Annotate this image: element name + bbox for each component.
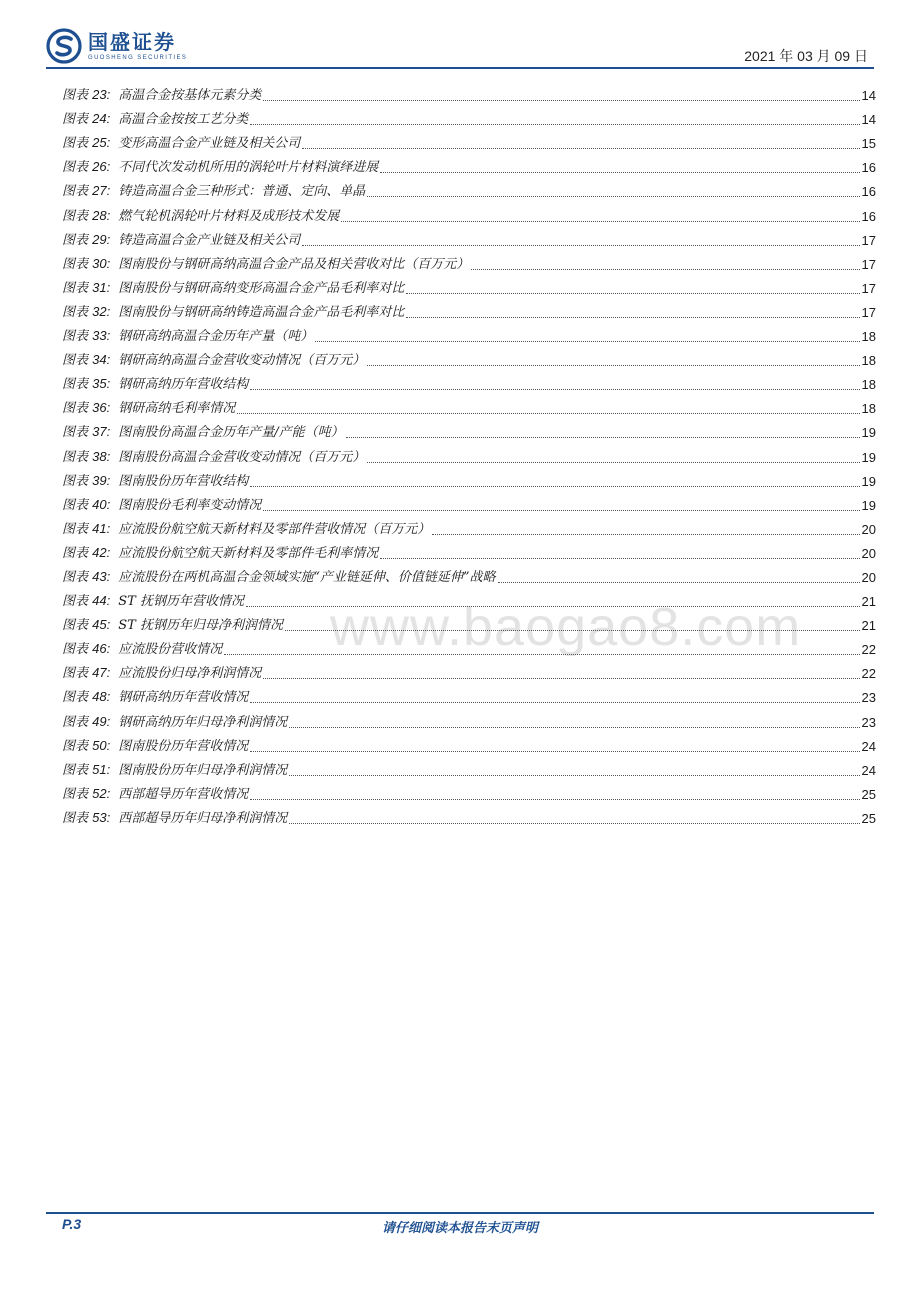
toc-entry-page: 24 <box>861 762 876 778</box>
toc-dot-leader <box>237 412 859 414</box>
toc-entry-prefix: 图表 <box>62 618 89 634</box>
toc-entry-page: 18 <box>861 329 876 345</box>
toc-dot-leader <box>250 485 859 487</box>
guosheng-logo-icon <box>46 28 82 64</box>
toc-entry-page: 18 <box>861 353 876 369</box>
toc-entry-prefix: 图表 <box>62 112 89 128</box>
toc-entry-prefix: 图表 <box>62 666 89 682</box>
toc-entry[interactable] <box>62 345 876 369</box>
logo-english-name: GUOSHENG SECURITIES <box>88 54 188 61</box>
footer-divider <box>46 1212 874 1214</box>
toc-entry[interactable] <box>62 225 876 249</box>
toc-entry-label <box>62 111 110 128</box>
toc-entry-title: 钢研高纳历年营收结构 <box>118 377 249 393</box>
toc-entry[interactable] <box>62 321 876 345</box>
toc-entry-page: 16 <box>861 184 876 200</box>
toc-entry-title: 钢研高纳历年归母净利润情况 <box>118 714 288 730</box>
toc-entry-page: 20 <box>861 545 876 561</box>
toc-entry-prefix: 图表 <box>62 473 89 489</box>
logo-wordmark <box>88 31 187 62</box>
toc-entry-title: 图南股份历年营收情况 <box>118 738 249 754</box>
toc-entry-title: 西部超导历年营收情况 <box>118 786 249 802</box>
toc-entry-title: 图南股份高温合金历年产量/产能（吨） <box>118 425 344 441</box>
toc-entry-number: 26: <box>92 159 111 175</box>
toc-entry[interactable] <box>62 755 876 779</box>
toc-entry-label <box>62 208 110 225</box>
toc-dot-leader <box>263 509 859 511</box>
toc-entry-number: 23: <box>92 87 111 103</box>
toc-entry[interactable] <box>62 152 876 176</box>
toc-entry[interactable] <box>62 562 876 586</box>
toc-entry-label <box>62 280 110 297</box>
watermark: www.baogao8.com <box>330 597 802 657</box>
toc-entry-page: 25 <box>861 786 876 802</box>
toc-entry-number: 24: <box>92 111 111 127</box>
toc-entry-number: 37: <box>92 424 111 440</box>
toc-entry-page: 16 <box>861 208 876 224</box>
toc-entry[interactable] <box>62 369 876 393</box>
toc-entry-label <box>62 521 110 538</box>
toc-dot-leader <box>341 220 859 222</box>
toc-dot-leader <box>367 364 859 366</box>
toc-entry[interactable] <box>62 249 876 273</box>
toc-dot-leader <box>250 123 859 125</box>
toc-dot-leader <box>250 798 859 800</box>
toc-entry-prefix: 图表 <box>62 449 89 465</box>
toc-entry-label <box>62 593 110 610</box>
toc-entry-title: 高温合金按基体元素分类 <box>118 88 262 104</box>
toc-entry-prefix: 图表 <box>62 714 89 730</box>
toc-entry-page: 18 <box>861 377 876 393</box>
toc-entry-title: 铸造高温合金三种形式：普通、定向、单晶 <box>118 184 366 200</box>
toc-entry[interactable] <box>62 658 876 682</box>
toc-dot-leader <box>302 244 859 246</box>
toc-entry[interactable] <box>62 538 876 562</box>
toc-entry-prefix: 图表 <box>62 232 89 248</box>
toc-entry-number: 29: <box>92 231 111 247</box>
toc-entry-prefix: 图表 <box>62 810 89 826</box>
toc-entry-label <box>62 256 110 273</box>
toc-entry-title: ST 抚钢历年归母净利润情况 <box>118 618 283 634</box>
toc-entry[interactable] <box>62 104 876 128</box>
toc-entry[interactable] <box>62 441 876 465</box>
toc-entry-number: 43: <box>92 568 111 584</box>
toc-entry-label <box>62 810 110 827</box>
toc-entry-label <box>62 738 110 755</box>
toc-entry-title: 图南股份与钢研高纳铸造高温合金产品毛利率对比 <box>118 304 405 320</box>
toc-entry-page: 20 <box>861 521 876 537</box>
toc-entry[interactable] <box>62 297 876 321</box>
toc-entry[interactable] <box>62 514 876 538</box>
toc-entry-page: 17 <box>861 280 876 296</box>
toc-entry-number: 25: <box>92 135 111 151</box>
toc-entry-label <box>62 352 110 369</box>
toc-entry-label <box>62 87 110 104</box>
toc-entry-label <box>62 328 110 345</box>
toc-entry-title: 应流股份航空航天新材料及零部件毛利率情况 <box>118 545 379 561</box>
toc-dot-leader <box>498 581 860 583</box>
toc-entry-title: 图南股份高温合金营收变动情况（百万元） <box>118 449 366 465</box>
toc-entry-label <box>62 449 110 466</box>
toc-entry-title: 不同代次发动机所用的涡轮叶片材料演绎进展 <box>118 160 379 176</box>
toc-dot-leader <box>289 774 859 776</box>
toc-entry-title: 应流股份营收情况 <box>118 642 223 658</box>
toc-dot-leader <box>346 436 860 438</box>
toc-entry-number: 45: <box>92 617 111 633</box>
toc-entry-prefix: 图表 <box>62 136 89 152</box>
toc-entry[interactable] <box>62 682 876 706</box>
toc-entry-page: 22 <box>861 642 876 658</box>
toc-dot-leader <box>315 340 859 342</box>
toc-entry-page: 21 <box>861 618 876 634</box>
toc-entry[interactable] <box>62 610 876 634</box>
toc-entry-number: 47: <box>92 665 111 681</box>
toc-entry[interactable] <box>62 273 876 297</box>
toc-entry-label <box>62 232 110 249</box>
toc-dot-leader <box>406 292 859 294</box>
toc-entry-number: 31: <box>92 279 111 295</box>
toc-entry-title: 铸造高温合金产业链及相关公司 <box>118 232 301 248</box>
toc-entry-number: 50: <box>92 737 111 753</box>
toc-entry-number: 51: <box>92 761 111 777</box>
toc-entry-prefix: 图表 <box>62 329 89 345</box>
toc-entry-page: 23 <box>861 690 876 706</box>
toc-entry-number: 49: <box>92 713 111 729</box>
toc-entry-title: 图南股份与钢研高纳高温合金产品及相关营收对比（百万元） <box>118 256 470 272</box>
toc-entry-number: 42: <box>92 544 111 560</box>
toc-entry-label <box>62 689 110 706</box>
page-header <box>46 26 874 72</box>
toc-entry[interactable] <box>62 128 876 152</box>
toc-entry-number: 41: <box>92 520 111 536</box>
toc-entry[interactable] <box>62 779 876 803</box>
toc-entry-page: 17 <box>861 256 876 272</box>
toc-entry-page: 15 <box>861 136 876 152</box>
toc-entry-page: 18 <box>861 401 876 417</box>
toc-entry-title: 西部超导历年归母净利润情况 <box>118 810 288 826</box>
report-date: 2021 年 03 月 09 日 <box>744 48 868 64</box>
toc-entry-label <box>62 159 110 176</box>
toc-entry-prefix: 图表 <box>62 545 89 561</box>
toc-dot-leader <box>289 822 859 824</box>
toc-entry-number: 28: <box>92 207 111 223</box>
toc-entry-number: 48: <box>92 689 111 705</box>
toc-entry-title: 变形高温合金产业链及相关公司 <box>118 136 301 152</box>
toc-entry-page: 19 <box>861 425 876 441</box>
toc-entry-page: 14 <box>861 88 876 104</box>
toc-entry-number: 35: <box>92 376 111 392</box>
toc-entry-page: 14 <box>861 112 876 128</box>
toc-entry-prefix: 图表 <box>62 377 89 393</box>
toc-entry-prefix: 图表 <box>62 280 89 296</box>
toc-entry-page: 21 <box>861 594 876 610</box>
toc-entry-label <box>62 569 110 586</box>
disclaimer-note: 请仔细阅读本报告末页声明 <box>381 1221 538 1236</box>
toc-entry-title: 高温合金按按工艺分类 <box>118 112 249 128</box>
toc-dot-leader <box>406 316 859 318</box>
toc-entry-page: 19 <box>861 473 876 489</box>
toc-entry-prefix: 图表 <box>62 353 89 369</box>
toc-dot-leader <box>263 677 859 679</box>
toc-dot-leader <box>380 171 859 173</box>
toc-entry-page: 22 <box>861 666 876 682</box>
toc-entry-number: 34: <box>92 352 111 368</box>
toc-entry-label <box>62 665 110 682</box>
toc-entry-title: 图南股份历年营收结构 <box>118 473 249 489</box>
toc-entry-prefix: 图表 <box>62 594 89 610</box>
toc-entry[interactable] <box>62 706 876 730</box>
toc-entry-label <box>62 714 110 731</box>
toc-entry-title: 图南股份历年归母净利润情况 <box>118 762 288 778</box>
toc-entry[interactable] <box>62 731 876 755</box>
toc-entry-label <box>62 762 110 779</box>
toc-entry-prefix: 图表 <box>62 738 89 754</box>
toc-entry-prefix: 图表 <box>62 256 89 272</box>
toc-entry[interactable] <box>62 803 876 827</box>
toc-entry-title: 应流股份在两机高温合金领域实施“产业链延伸、价值链延伸”战略 <box>118 569 496 585</box>
toc-entry-page: 24 <box>861 738 876 754</box>
toc-entry-page: 20 <box>861 569 876 585</box>
toc-entry-number: 53: <box>92 809 111 825</box>
toc-entry-prefix: 图表 <box>62 208 89 224</box>
toc-entry-number: 44: <box>92 593 111 609</box>
toc-entry[interactable] <box>62 80 876 104</box>
figure-table-of-contents <box>62 80 876 827</box>
toc-entry-prefix: 图表 <box>62 304 89 320</box>
toc-entry-number: 52: <box>92 785 111 801</box>
toc-entry-prefix: 图表 <box>62 521 89 537</box>
toc-entry-label <box>62 424 110 441</box>
toc-entry-page: 16 <box>861 160 876 176</box>
toc-entry-prefix: 图表 <box>62 184 89 200</box>
toc-entry[interactable] <box>62 200 876 224</box>
toc-entry-number: 32: <box>92 303 111 319</box>
toc-entry-prefix: 图表 <box>62 690 89 706</box>
toc-dot-leader <box>250 388 859 390</box>
toc-entry-title: 图南股份毛利率变动情况 <box>118 497 262 513</box>
toc-entry-prefix: 图表 <box>62 401 89 417</box>
toc-entry[interactable] <box>62 586 876 610</box>
toc-dot-leader <box>367 195 859 197</box>
toc-entry-prefix: 图表 <box>62 88 89 104</box>
toc-entry-page: 17 <box>861 304 876 320</box>
toc-entry-page: 19 <box>861 449 876 465</box>
toc-entry-number: 39: <box>92 472 111 488</box>
toc-entry[interactable] <box>62 490 876 514</box>
toc-entry-title: 钢研高纳高温合金营收变动情况（百万元） <box>118 353 366 369</box>
toc-entry-prefix: 图表 <box>62 497 89 513</box>
company-logo <box>46 26 187 66</box>
toc-dot-leader <box>263 99 859 101</box>
header-divider <box>46 67 874 69</box>
toc-entry-page: 23 <box>861 714 876 730</box>
toc-entry-title: 燃气轮机涡轮叶片材料及成形技术发展 <box>118 208 340 224</box>
toc-entry-label <box>62 183 110 200</box>
toc-entry-number: 40: <box>92 496 111 512</box>
toc-entry[interactable] <box>62 393 876 417</box>
toc-entry-title: 图南股份与钢研高纳变形高温合金产品毛利率对比 <box>118 280 405 296</box>
toc-entry-title: 钢研高纳历年营收情况 <box>118 690 249 706</box>
toc-entry-title: ST 抚钢历年营收情况 <box>118 594 244 610</box>
toc-entry-label <box>62 617 110 634</box>
toc-entry-label <box>62 473 110 490</box>
toc-entry-prefix: 图表 <box>62 160 89 176</box>
toc-dot-leader <box>471 268 859 270</box>
toc-entry-number: 33: <box>92 328 111 344</box>
toc-entry[interactable] <box>62 417 876 441</box>
toc-entry-label <box>62 135 110 152</box>
toc-entry-number: 30: <box>92 255 111 271</box>
toc-entry-prefix: 图表 <box>62 786 89 802</box>
toc-dot-leader <box>367 461 859 463</box>
toc-entry-title: 应流股份航空航天新材料及零部件营收情况（百万元） <box>118 521 431 537</box>
toc-entry-prefix: 图表 <box>62 642 89 658</box>
toc-entry-number: 36: <box>92 400 111 416</box>
toc-dot-leader <box>224 653 859 655</box>
toc-entry-title: 钢研高纳高温合金历年产量（吨） <box>118 329 314 345</box>
toc-entry-label <box>62 786 110 803</box>
logo-chinese-name: 国盛证券 <box>88 29 176 54</box>
toc-entry-page: 17 <box>861 232 876 248</box>
toc-dot-leader <box>289 726 859 728</box>
toc-entry-label <box>62 304 110 321</box>
toc-dot-leader <box>380 557 859 559</box>
toc-dot-leader <box>250 701 859 703</box>
toc-entry-number: 46: <box>92 641 111 657</box>
toc-dot-leader <box>302 147 859 149</box>
toc-entry[interactable] <box>62 466 876 490</box>
toc-entry-page: 25 <box>861 810 876 826</box>
toc-dot-leader <box>432 533 859 535</box>
toc-entry-prefix: 图表 <box>62 425 89 441</box>
toc-entry-number: 38: <box>92 448 111 464</box>
toc-entry-label <box>62 545 110 562</box>
toc-entry-number: 27: <box>92 183 111 199</box>
toc-entry-label <box>62 376 110 393</box>
toc-dot-leader <box>246 605 860 607</box>
toc-entry[interactable] <box>62 634 876 658</box>
toc-entry-title: 钢研高纳毛利率情况 <box>118 401 236 417</box>
toc-entry-prefix: 图表 <box>62 569 89 585</box>
toc-entry-page: 19 <box>861 497 876 513</box>
toc-entry-title: 应流股份归母净利润情况 <box>118 666 262 682</box>
toc-entry-prefix: 图表 <box>62 762 89 778</box>
toc-dot-leader <box>285 629 860 631</box>
toc-entry[interactable] <box>62 176 876 200</box>
toc-dot-leader <box>250 750 859 752</box>
page-number: P.3 <box>62 1216 82 1232</box>
toc-entry-label <box>62 641 110 658</box>
toc-entry-label <box>62 497 110 514</box>
toc-entry-label <box>62 400 110 417</box>
